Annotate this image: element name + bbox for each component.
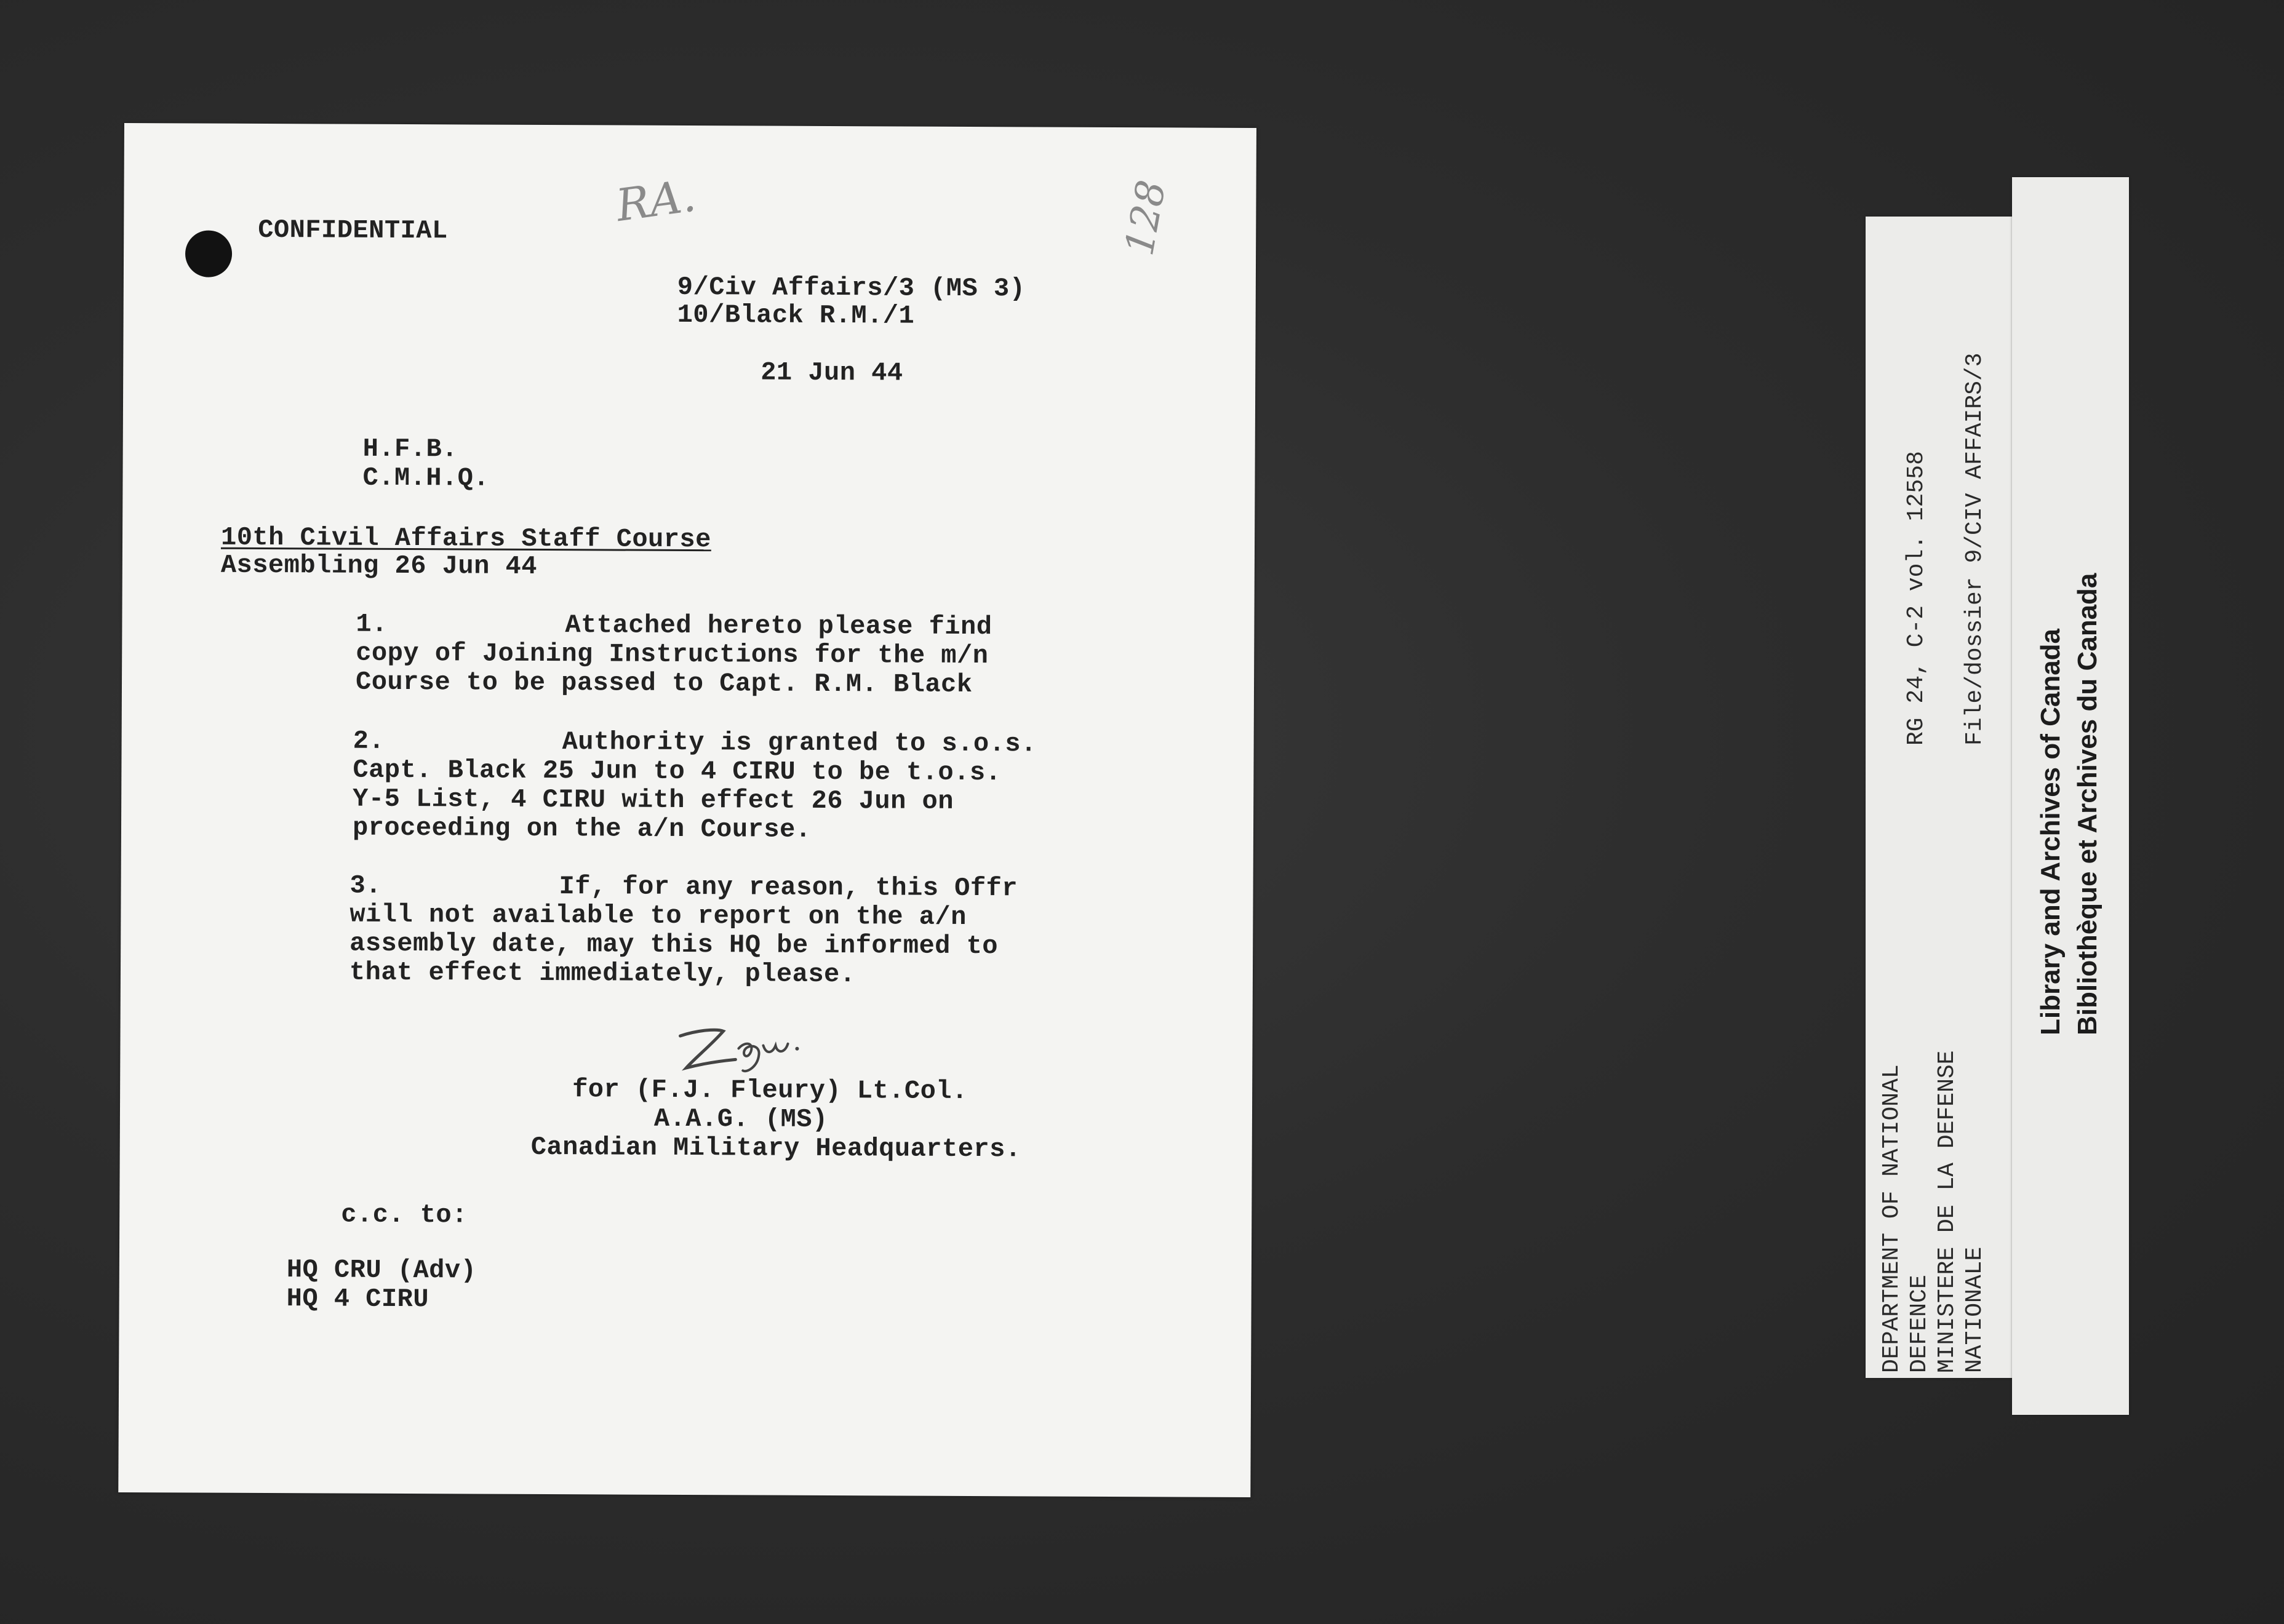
paragraph-3-line-4: that effect immediately, please. (349, 957, 856, 990)
pencil-page-number: 128 (1117, 177, 1175, 259)
institution-name-english: Library and Archives of Canada (2035, 628, 2066, 1035)
institution-card (2012, 177, 2129, 1415)
paragraph-2-line-4: proceeding on the a/n Course. (352, 813, 812, 845)
file-reference-1: 9/Civ Affairs/3 (MS 3) (677, 272, 1026, 304)
signature-block-line-2: A.A.G. (MS) (653, 1104, 828, 1135)
file-reference-2: 10/Black R.M./1 (677, 300, 915, 331)
institution-name-french: Bibliothèque et Archives du Canada (2072, 573, 2102, 1035)
department-line-1: DEPARTMENT OF NATIONAL (1879, 1064, 1905, 1373)
paragraph-1-line-1: Attached hereto please find (565, 610, 992, 642)
pencil-initials: RA. (613, 169, 699, 232)
paragraph-1-line-2: copy of Joining Instructions for the m/n (356, 638, 989, 671)
paragraph-2-number: 2. (353, 726, 385, 756)
department-line-4: NATIONALE (1962, 1246, 1988, 1373)
department-line-2: DEFENCE (1906, 1275, 1933, 1373)
classification-stamp: CONFIDENTIAL (258, 215, 448, 246)
paragraph-2-line-3: Y-5 List, 4 CIRU with effect 26 Jun on (353, 784, 954, 816)
paragraph-3-line-1: If, for any reason, this Offr (559, 872, 1018, 904)
paragraph-1-line-3: Course to be passed to Capt. R.M. Black (355, 667, 973, 700)
addressee-line-1: H.F.B. (362, 434, 458, 464)
paragraph-1-number: 1. (356, 609, 388, 639)
cc-recipient-1: HQ CRU (Adv) (286, 1255, 477, 1286)
subject-title: 10th Civil Affairs Staff Course (220, 522, 711, 555)
addressee-line-2: C.M.H.Q. (362, 463, 490, 493)
cc-label: c.c. to: (341, 1200, 468, 1230)
paragraph-2-line-1: Authority is granted to s.o.s. (562, 727, 1037, 759)
subject-subtitle: Assembling 26 Jun 44 (220, 550, 538, 581)
paragraph-2-line-2: Capt. Black 25 Jun to 4 CIRU to be t.o.s. (353, 755, 1002, 788)
signature-block-line-3: Canadian Military Headquarters. (530, 1132, 1021, 1164)
record-group-volume: RG 24, C-2 vol. 12558 (1903, 451, 1930, 746)
handwritten-initials (674, 1011, 821, 1080)
cc-recipient-2: HQ 4 CIRU (286, 1284, 429, 1315)
archive-reference-card (1866, 217, 2019, 1378)
department-line-3: MINISTERE DE LA DEFENSE (1934, 1050, 1960, 1373)
paragraph-3-number: 3. (349, 870, 382, 901)
letter-page (118, 123, 1256, 1497)
punch-hole (185, 230, 232, 277)
paragraph-3-line-2: will not available to report on the a/n (349, 899, 967, 932)
letter-date: 21 Jun 44 (761, 357, 903, 388)
paragraph-3-line-3: assembly date, may this HQ be informed to (349, 928, 999, 961)
file-dossier-reference: File/dossier 9/CIV AFFAIRS/3 (1962, 352, 1988, 746)
signature-block-line-1: for (F.J. Fleury) Lt.Col. (572, 1075, 968, 1106)
